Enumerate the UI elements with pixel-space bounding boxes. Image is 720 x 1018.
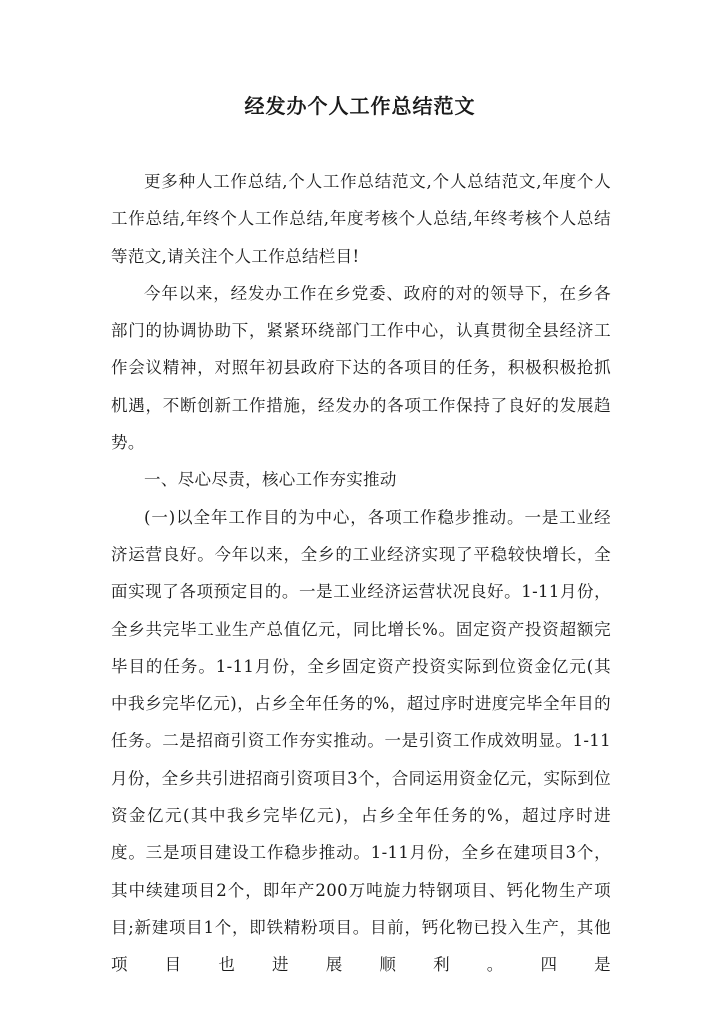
document-title: 经发办个人工作总结范文 [244,94,476,118]
paragraph-section-one: (一)以全年工作目的为中心，各项工作稳步推动。一是工业经济运营良好。今年以来，全乡的工业经济实现了平稳较快增长，全面实现了各项预定目的。一是工业经济运营状况良好。1-11月份，全乡共完毕工业生产总值亿元，同比增长%。固定资产投资超额完毕目的任务。1-11月份，全乡固定资产投资实际到位资金亿元(其中我乡完毕亿元)，占乡全年任务的%，超过序时进度完毕全年目的任务。二是招商引资工作夯实推动。一是引资工作成效明显。1-11月份，全乡共引进招商引资项目3个，合同运用资金亿元，实际到位资金亿元(其中我乡完毕亿元)，占乡全年任务的%，超过序时进度。三是项目建设工作稳步推动。1-11月份，全乡在建项目3个，其中续建项目2个，即年产200万吨旋力特钢项目、钙化物生产项目;新建项目1个，即铁精粉项目。目前，钙化物已投入生产，其他项目也进展顺利。四是 [111,507,611,975]
paragraph-intro: 更多种人工作总结,个人工作总结范文,个人总结范文,年度个人工作总结,年终个人工作总结,年度考核个人总结,年终考核个人总结等范文,请关注个人工作总结栏目! [111,172,611,266]
section-heading: 一、尽心尽责，核心工作夯实推动 [144,470,397,490]
document-body [111,163,611,984]
paragraph-overview: 今年以来，经发办工作在乡党委、政府的对的领导下，在乡各部门的协调协助下，紧紧环绕部门工作中心，认真贯彻全县经济工作会议精神，对照年初县政府下达的各项目的任务，积极积极抢抓机遇，不断创新工作措施，经发办的各项工作保持了良好的发展趋势。 [111,283,611,453]
